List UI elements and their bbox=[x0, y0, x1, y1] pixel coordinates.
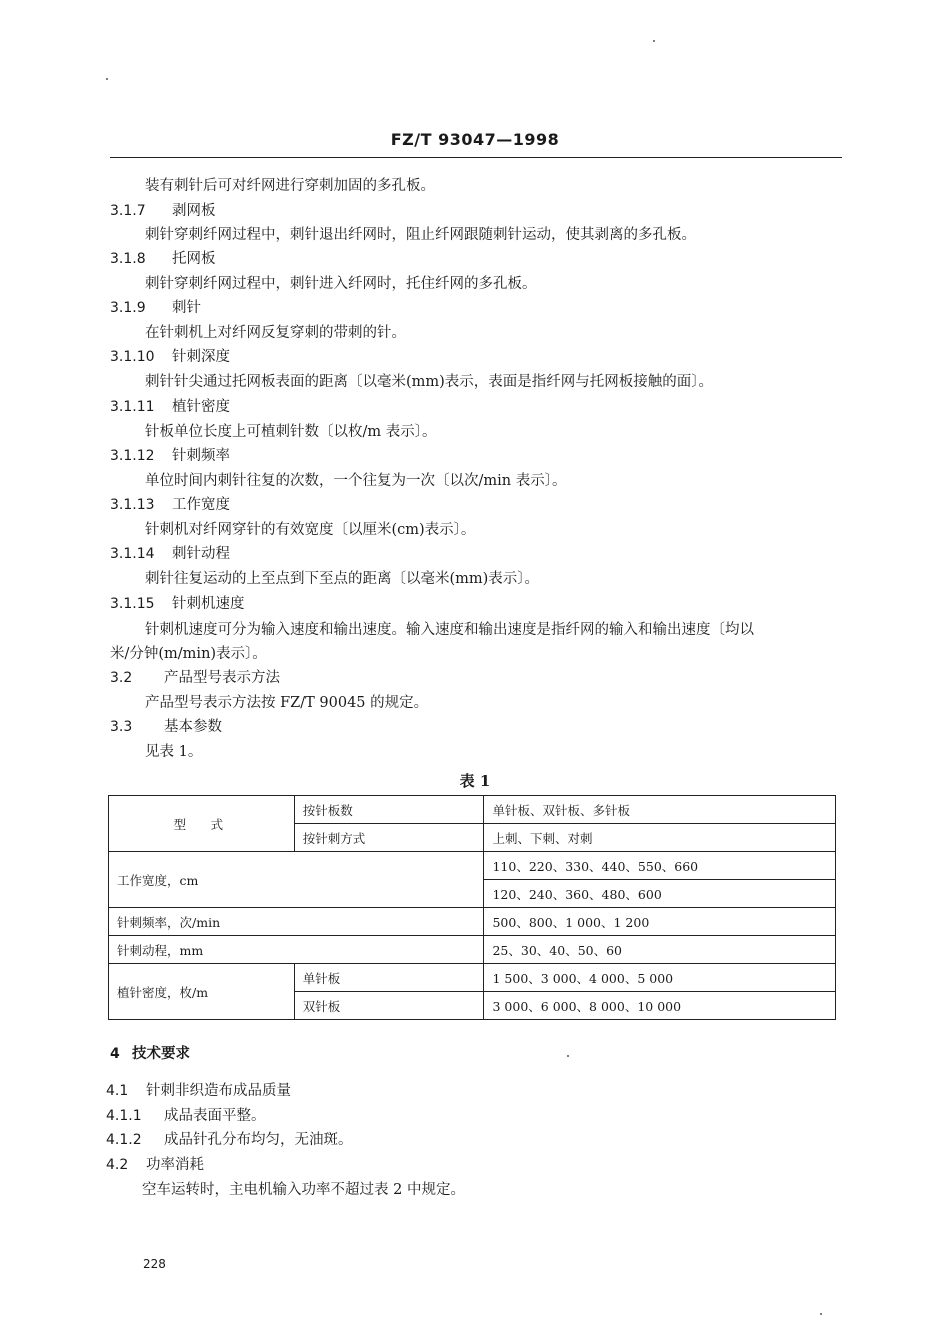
definition-text-continued: 米/分钟(m/min)表示〕。 bbox=[110, 646, 267, 662]
section-heading: 4.1.2 成品针孔分布均匀，无油斑。 bbox=[106, 1132, 353, 1148]
definition-text: 在针刺机上对纤网反复穿刺的带刺的针。 bbox=[145, 325, 406, 341]
table-cell: 120、240、360、480、600 bbox=[484, 880, 836, 908]
term-heading: 3.1.7 剥网板 bbox=[110, 203, 216, 219]
table-caption: 表 1 bbox=[459, 772, 491, 790]
table-cell: 1 500、3 000、4 000、5 000 bbox=[484, 964, 836, 992]
definition-text: 装有刺针后可对纤网进行穿刺加固的多孔板。 bbox=[145, 178, 435, 194]
table-row bbox=[109, 964, 836, 992]
table-cell: 500、800、1 000、1 200 bbox=[484, 908, 836, 936]
table-cell: 针刺动程，mm bbox=[109, 936, 484, 964]
definition-text: 刺针穿刺纤网过程中，刺针进入纤网时，托住纤网的多孔板。 bbox=[145, 276, 537, 292]
definition-text: 刺针往复运动的上至点到下至点的距离〔以毫米(mm)表示〕。 bbox=[145, 571, 540, 587]
term-heading: 3.1.8 托网板 bbox=[110, 251, 216, 267]
table-row bbox=[109, 796, 836, 824]
table-cell: 工作宽度，cm bbox=[109, 852, 484, 908]
definition-text: 刺针针尖通过托网板表面的距离〔以毫米(mm)表示，表面是指纤网与托网板接触的面〕。 bbox=[145, 374, 714, 390]
term-heading: 3.1.14 刺针动程 bbox=[110, 546, 230, 562]
table-cell: 110、220、330、440、550、660 bbox=[484, 852, 836, 880]
section-heading: 4.1 针刺非织造布成品质量 bbox=[106, 1083, 291, 1099]
term-heading: 3.1.12 针刺频率 bbox=[110, 448, 230, 464]
definition-text: 针板单位长度上可植刺针数〔以枚/m 表示〕。 bbox=[145, 424, 437, 440]
table-row bbox=[109, 908, 836, 936]
scan-speck bbox=[567, 1055, 569, 1057]
chapter-heading: 4 技术要求 bbox=[110, 1046, 190, 1062]
term-heading: 3.1.15 针刺机速度 bbox=[110, 596, 245, 612]
definition-text: 刺针穿刺纤网过程中，刺针退出纤网时，阻止纤网跟随刺针运动，使其剥离的多孔板。 bbox=[145, 227, 696, 243]
term-heading: 3.1.11 植针密度 bbox=[110, 399, 230, 415]
section-heading: 3.2 产品型号表示方法 bbox=[110, 670, 280, 686]
scan-speck bbox=[820, 1313, 822, 1315]
table-row bbox=[109, 936, 836, 964]
table-cell: 单针板、双针板、多针板 bbox=[484, 796, 836, 824]
table-cell: 按针刺方式 bbox=[294, 824, 484, 852]
section-heading: 3.3 基本参数 bbox=[110, 719, 222, 735]
definition-text: 针刺机对纤网穿针的有效宽度〔以厘米(cm)表示〕。 bbox=[145, 522, 476, 538]
definition-text: 单位时间内刺针往复的次数，一个往复为一次〔以次/min 表示〕。 bbox=[145, 473, 567, 489]
term-heading: 3.1.13 工作宽度 bbox=[110, 497, 230, 513]
table-cell: 植针密度，枚/m bbox=[109, 964, 295, 1020]
table-cell: 针刺频率，次/min bbox=[109, 908, 484, 936]
standard-header: FZ/T 93047—1998 bbox=[390, 130, 560, 149]
page-number: 228 bbox=[143, 1257, 166, 1271]
type-header-cell: 型 式 bbox=[109, 796, 295, 852]
table-cell: 上刺、下刺、对刺 bbox=[484, 824, 836, 852]
term-heading: 3.1.10 针刺深度 bbox=[110, 349, 230, 365]
table-cell: 单针板 bbox=[294, 964, 484, 992]
paragraph-text: 空车运转时，主电机输入功率不超过表 2 中规定。 bbox=[142, 1182, 465, 1198]
section-heading: 4.1.1 成品表面平整。 bbox=[106, 1108, 266, 1124]
term-heading: 3.1.9 刺针 bbox=[110, 300, 201, 316]
table-cell: 3 000、6 000、8 000、10 000 bbox=[484, 992, 836, 1020]
scan-speck bbox=[106, 78, 108, 80]
table-cell: 按针板数 bbox=[294, 796, 484, 824]
table-row bbox=[109, 852, 836, 880]
section-heading: 4.2 功率消耗 bbox=[106, 1157, 204, 1173]
definition-text: 针刺机速度可分为输入速度和输出速度。输入速度和输出速度是指纤网的输入和输出速度〔均以 bbox=[145, 622, 754, 638]
paragraph-text: 见表 1。 bbox=[145, 744, 203, 760]
paragraph-text: 产品型号表示方法按 FZ/T 90045 的规定。 bbox=[145, 695, 429, 711]
table-cell: 25、30、40、50、60 bbox=[484, 936, 836, 964]
scan-speck bbox=[653, 40, 655, 42]
parameter-table bbox=[108, 795, 836, 1020]
table-cell: 双针板 bbox=[294, 992, 484, 1020]
header-rule bbox=[110, 157, 842, 158]
